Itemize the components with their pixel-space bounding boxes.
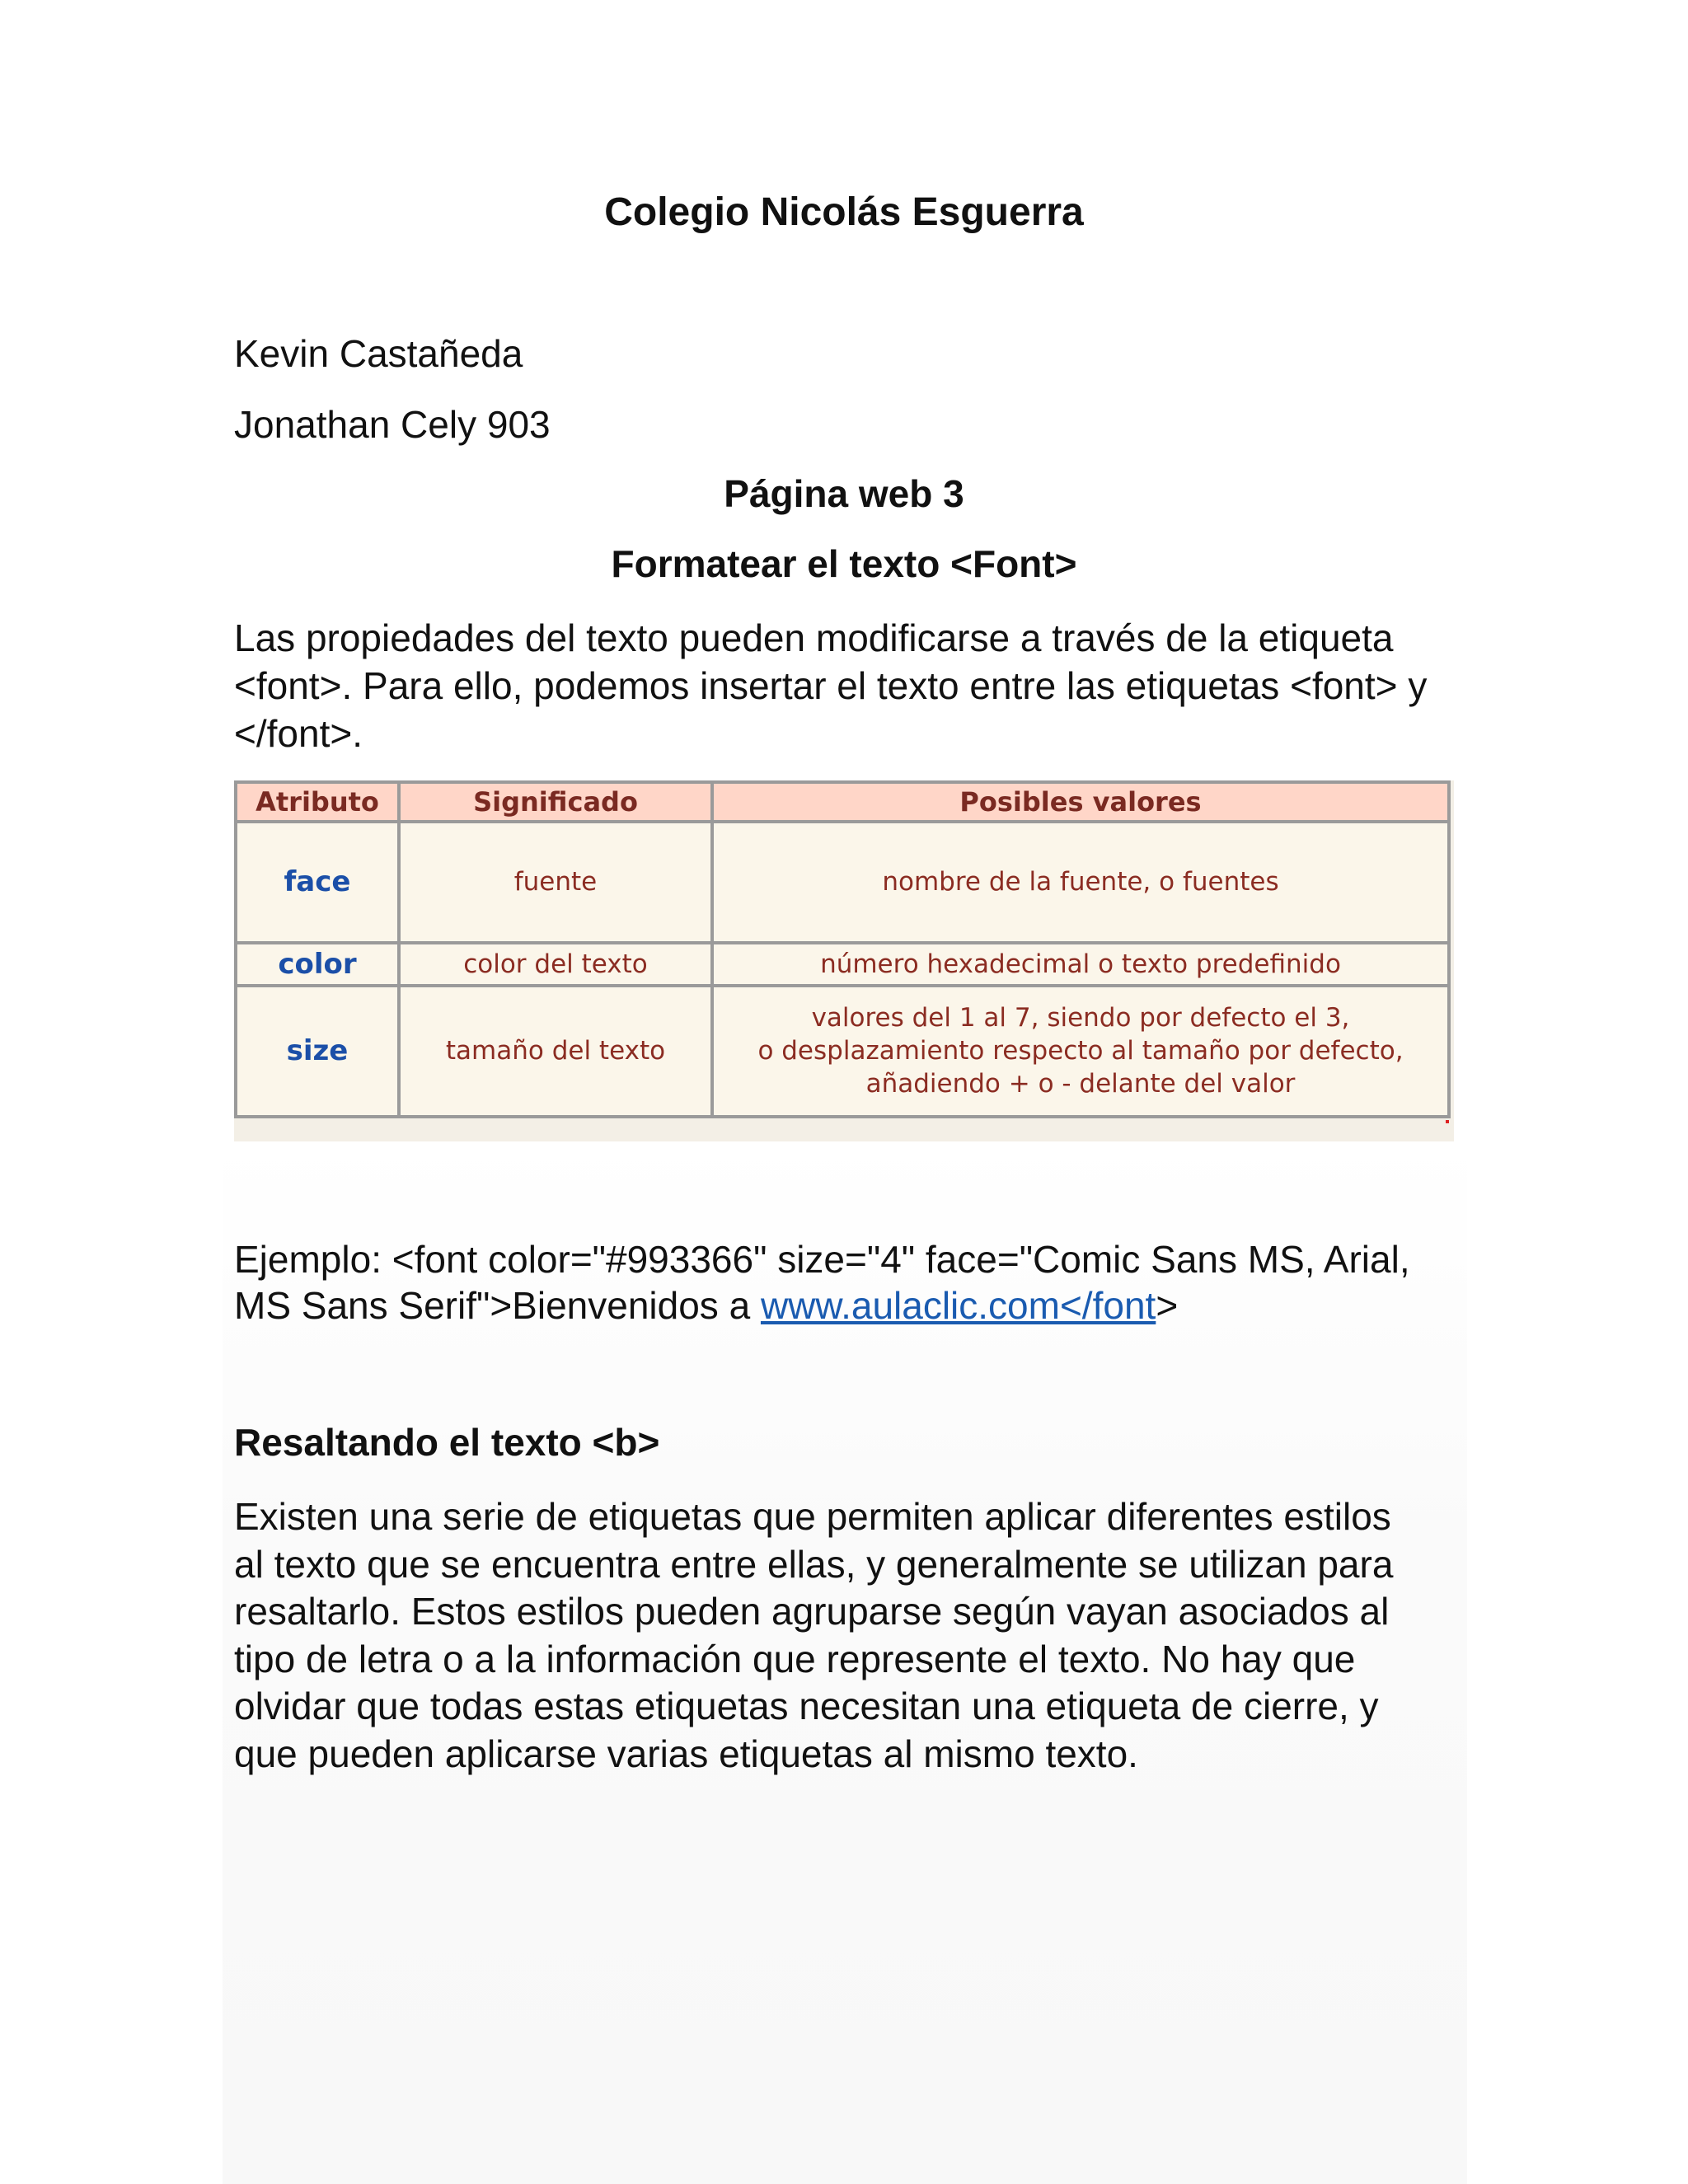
table-row	[236, 943, 1449, 986]
intro-paragraph	[234, 614, 1454, 757]
meaning-cell: tamaño del texto	[399, 986, 712, 1117]
example-paragraph	[234, 1236, 1454, 1329]
paragraph-line: al texto que se encuentra entre ellas, y generalmente se utilizan para	[234, 1542, 1394, 1586]
font-attributes-table	[234, 780, 1451, 1118]
meaning-cell: color del texto	[399, 943, 712, 986]
table-header-cell: Significado	[399, 782, 712, 822]
values-cell: número hexadecimal o texto predefinido	[712, 943, 1449, 986]
paragraph-line: que pueden aplicarse varias etiquetas al mismo texto.	[234, 1732, 1138, 1775]
font-attributes-table-image	[234, 780, 1454, 1141]
meaning-cell: fuente	[399, 822, 712, 943]
example-line	[234, 1282, 1454, 1329]
section-paragraph	[234, 1493, 1454, 1778]
attribute-cell: size	[236, 986, 399, 1117]
section-heading: Resaltando el texto <b>	[234, 1421, 660, 1464]
table-header-cell: Atributo	[236, 782, 399, 822]
school-title: Colegio Nicolás Esguerra	[604, 190, 1084, 234]
paragraph-line: tipo de letra o a la información que represente el texto. No hay que	[234, 1637, 1356, 1680]
image-artifact-dot	[1446, 1120, 1449, 1123]
paragraph-line: olvidar que todas estas etiquetas necesitan una etiqueta de cierre, y	[234, 1685, 1379, 1727]
intro-line: <font>. Para ello, podemos insertar el texto entre las etiquetas <font> y	[234, 664, 1428, 707]
attribute-cell: face	[236, 822, 399, 943]
paragraph-line: Existen una serie de etiquetas que permiten aplicar diferentes estilos	[234, 1495, 1391, 1538]
section-title: Formatear el texto <Font>	[611, 542, 1077, 585]
attribute-cell: color	[236, 943, 399, 986]
paragraph-line: resaltarlo. Estos estilos pueden agruparse según vayan asociados al	[234, 1590, 1390, 1633]
values-cell	[712, 986, 1449, 1117]
author-name-2: Jonathan Cely 903	[234, 403, 551, 446]
example-text: MS Sans Serif">Bienvenidos a	[234, 1284, 761, 1327]
values-line: valores del 1 al 7, siendo por defecto el 3,	[811, 1003, 1350, 1033]
table-row	[236, 986, 1449, 1117]
example-line: Ejemplo: <font color="#993366" size="4" face="Comic Sans MS, Arial,	[234, 1238, 1410, 1281]
values-line: o desplazamiento respecto al tamaño por defecto,	[757, 1036, 1404, 1066]
values-line: añadiendo + o - delante del valor	[865, 1069, 1296, 1099]
table-row	[236, 822, 1449, 943]
page-title: Página web 3	[724, 472, 964, 515]
values-cell: nombre de la fuente, o fuentes	[712, 822, 1449, 943]
intro-line: </font>.	[234, 712, 363, 755]
aulaclic-link[interactable]: www.aulaclic.com</font	[760, 1284, 1156, 1327]
example-text-end: >	[1156, 1284, 1179, 1327]
table-header-cell: Posibles valores	[712, 782, 1449, 822]
table-header-row	[236, 782, 1449, 822]
author-name-1: Kevin Castañeda	[234, 332, 523, 375]
intro-line: Las propiedades del texto pueden modificarse a través de la etiqueta	[234, 616, 1394, 659]
